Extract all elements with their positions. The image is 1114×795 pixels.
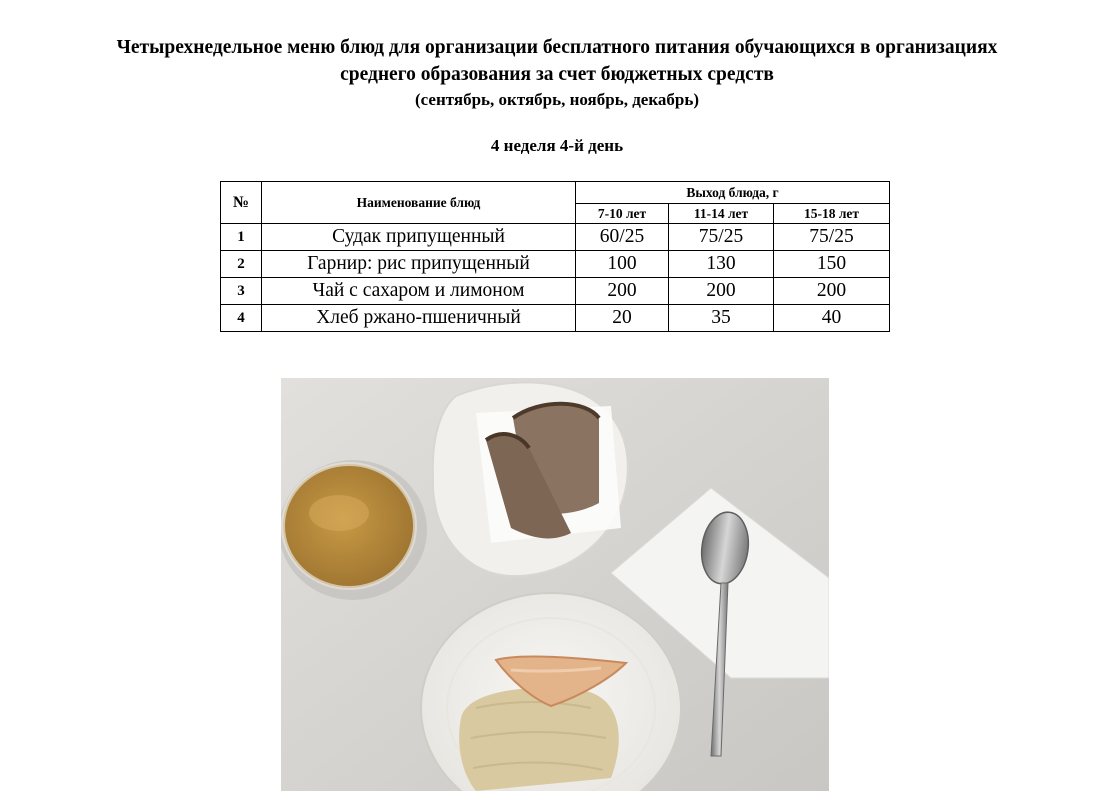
dish-name: Хлеб ржано-пшеничный <box>262 305 576 332</box>
header-age-11-14: 11-14 лет <box>669 204 774 224</box>
output-11-14: 35 <box>669 305 774 332</box>
output-15-18: 75/25 <box>774 224 890 251</box>
table-row <box>221 224 890 251</box>
table-row <box>221 305 890 332</box>
output-15-18: 200 <box>774 278 890 305</box>
output-15-18: 40 <box>774 305 890 332</box>
period-subtitle: (сентябрь, октябрь, ноябрь, декабрь) <box>415 90 699 109</box>
header-dish-name: Наименование блюд <box>262 182 576 224</box>
header-output: Выход блюда, г <box>576 182 890 204</box>
row-number: 4 <box>221 305 262 332</box>
dish-name: Гарнир: рис припущенный <box>262 251 576 278</box>
table-row <box>221 278 890 305</box>
header-number: № <box>221 182 262 224</box>
output-7-10: 20 <box>576 305 669 332</box>
document-title <box>0 34 1114 88</box>
row-number: 1 <box>221 224 262 251</box>
output-11-14: 130 <box>669 251 774 278</box>
menu-table <box>220 181 890 332</box>
output-15-18: 150 <box>774 251 890 278</box>
dish-name: Чай с сахаром и лимоном <box>262 278 576 305</box>
tea-glass <box>281 460 427 600</box>
header-age-7-10: 7-10 лет <box>576 204 669 224</box>
title-line-1: Четырехнедельное меню блюд для организации бесплатного питания обучающихся в организациях <box>116 37 998 58</box>
title-line-2: среднего образования за счет бюджетных средств <box>340 64 774 85</box>
rice <box>459 688 619 791</box>
output-7-10: 100 <box>576 251 669 278</box>
day-label: 4 неделя 4-й день <box>490 136 624 155</box>
output-11-14: 200 <box>669 278 774 305</box>
row-number: 2 <box>221 251 262 278</box>
table-row <box>221 251 890 278</box>
meal-photo <box>281 378 829 791</box>
output-11-14: 75/25 <box>669 224 774 251</box>
dish-name: Судак припущенный <box>262 224 576 251</box>
row-number: 3 <box>221 278 262 305</box>
output-7-10: 200 <box>576 278 669 305</box>
output-7-10: 60/25 <box>576 224 669 251</box>
header-age-15-18: 15-18 лет <box>774 204 890 224</box>
